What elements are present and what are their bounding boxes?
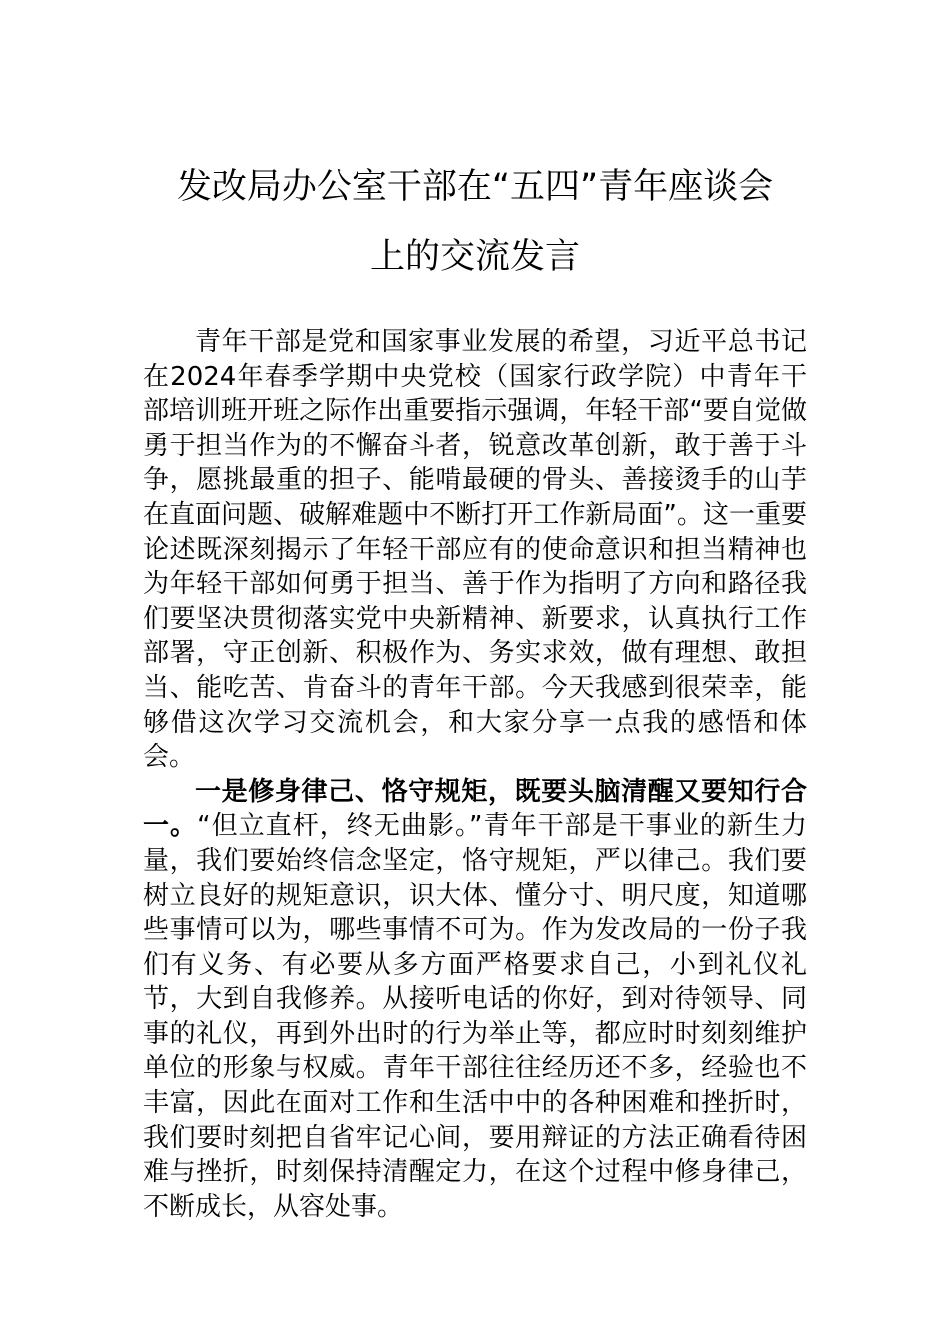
document-title-line-1: 发改局办公室干部在“五四”青年座谈会 [176,167,774,207]
paragraph-point-one [143,775,807,1225]
paragraph-text: “但立直杆，终无曲影。”青年干部是干事业的新生力量，我们要始终信念坚定，恪守规矩，严以律己。我们要树立良好的规矩意识，识大体、懂分寸、明尺度，知道哪些事情可以为，哪些事情不可为。作为发改局的一份子我们有义务、有必要从多方面严格要求自己，小到礼仪礼节，大到自我修养。从接听电话的你好，到对待领导、同事的礼仪，再到外出时的行为举止等，都应时时刻刻维护单位的形象与权威。青年干部往往经历还不多，经验也不丰富，因此在面对工作和生活中中的各种困难和挫折时，我们要时刻把自省牢记心间，要用辩证的方法正确看待困难与挫折，时刻保持清醒定力，在这个过程中修身律己，不断成长，从容处事。 [143,811,807,1222]
paragraph-intro [143,325,807,775]
paragraph-lead: 一是修身律己、恪守规矩，既要头脑清醒又要知行合一。 [143,776,807,842]
document-title-line-2: 上的交流发言 [369,237,580,277]
paragraph-text: 青年干部是党和国家事业发展的希望，习近平总书记在2024年春季学期中央党校（国家行政学院）中青年干部培训班开班之际作出重要指示强调，年轻干部“要自觉做勇于担当作为的不懈奋斗者，锐意改革创新，敢于善于斗争，愿挑最重的担子、能啃最硬的骨头、善接烫手的山芋在直面问题、破解难题中不断打开工作新局面”。这一重要论述既深刻揭示了年轻干部应有的使命意识和担当精神也为年轻干部如何勇于担当、善于作为指明了方向和路径我们要坚决贯彻落实党中央新精神、新要求，认真执行工作部署，守正创新、积极作为、务实求效，做有理想、敢担当、能吃苦、肯奋斗的青年干部。今天我感到很荣幸，能够借这次学习交流机会，和大家分享一点我的感悟和体会。 [143,327,807,773]
document-body [143,325,807,1224]
